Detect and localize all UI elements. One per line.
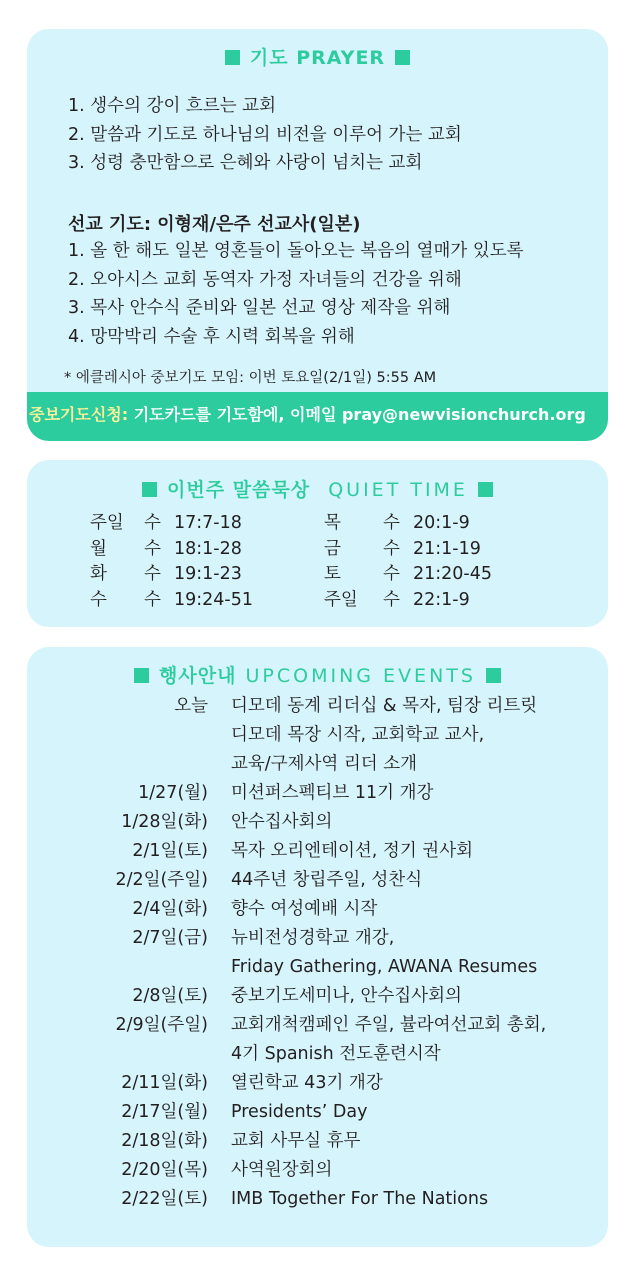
qt-book: 수 bbox=[144, 538, 161, 559]
prayer-list bbox=[68, 92, 462, 178]
event-date: 2/22일(토) bbox=[121, 1189, 208, 1209]
qt-ref: 17:7-18 bbox=[174, 513, 242, 533]
event-description bbox=[231, 895, 608, 924]
event-row bbox=[27, 808, 608, 837]
event-line: 목자 오리엔테이션, 정기 권사회 bbox=[231, 841, 474, 861]
quiet-time-right-column bbox=[324, 511, 524, 613]
event-date: 2/18일(화) bbox=[121, 1131, 208, 1151]
event-date: 2/20일(목) bbox=[121, 1160, 208, 1180]
square-bullet-icon bbox=[486, 668, 501, 683]
prayer-heading-text: 기도 PRAYER bbox=[249, 47, 386, 69]
quiet-time-row bbox=[324, 537, 524, 563]
mission-prayer-item: 4. 망막박리 수술 후 시력 회복을 위해 bbox=[68, 326, 355, 347]
event-description bbox=[231, 1011, 608, 1069]
event-date: 오늘 bbox=[174, 696, 208, 716]
square-bullet-icon bbox=[134, 668, 149, 683]
quiet-time-card bbox=[27, 460, 608, 627]
qt-day: 목 bbox=[324, 513, 341, 533]
event-line: 교육/구제사역 리더 소개 bbox=[231, 754, 418, 774]
event-date: 2/17일(월) bbox=[121, 1102, 208, 1122]
qt-day: 금 bbox=[324, 538, 341, 559]
event-description bbox=[231, 866, 608, 895]
event-line: 4기 Spanish 전도훈련시작 bbox=[231, 1044, 441, 1064]
event-description bbox=[231, 1069, 608, 1098]
prayer-item: 1. 생수의 강이 흐르는 교회 bbox=[68, 96, 276, 116]
qt-book: 수 bbox=[383, 538, 400, 559]
event-description bbox=[231, 1098, 608, 1127]
event-row bbox=[27, 1127, 608, 1156]
qt-book: 수 bbox=[383, 513, 400, 533]
qt-ref: 20:1-9 bbox=[413, 513, 470, 533]
prayer-heading bbox=[27, 43, 608, 70]
qt-book: 수 bbox=[144, 589, 161, 610]
event-line: 교회 사무실 휴무 bbox=[231, 1131, 361, 1151]
event-description bbox=[231, 779, 608, 808]
event-line: 사역원장회의 bbox=[231, 1160, 333, 1180]
prayer-request-band bbox=[27, 392, 608, 441]
qt-ref: 21:20-45 bbox=[413, 564, 493, 584]
event-description bbox=[231, 1127, 608, 1156]
square-bullet-icon bbox=[395, 50, 410, 65]
prayer-meeting-note: * 에클레시아 중보기도 모임: 이번 토요일(2/1일) 5:55 AM bbox=[64, 370, 437, 386]
event-description bbox=[231, 1156, 608, 1185]
quiet-time-row bbox=[90, 511, 270, 537]
event-line: 안수집사회의 bbox=[231, 812, 333, 832]
event-date: 1/27(월) bbox=[138, 783, 208, 803]
event-date: 2/4일(화) bbox=[132, 899, 208, 919]
event-date: 2/11일(화) bbox=[121, 1073, 208, 1093]
quiet-time-row bbox=[324, 562, 524, 588]
event-line: Friday Gathering, AWANA Resumes bbox=[231, 957, 538, 977]
event-row bbox=[27, 837, 608, 866]
event-line: 디모데 목장 시작, 교회학교 교사, bbox=[231, 725, 485, 745]
event-row bbox=[27, 982, 608, 1011]
prayer-request-text: 기도카드를 기도함에, 이메일 pray@newvisionchurch.org bbox=[133, 405, 586, 424]
prayer-request-label: 중보기도신청: bbox=[29, 405, 129, 424]
mission-prayer-item: 3. 목사 안수식 준비와 일본 선교 영상 제작을 위해 bbox=[68, 298, 451, 318]
square-bullet-icon bbox=[142, 482, 157, 497]
event-description bbox=[231, 1185, 608, 1214]
event-description bbox=[231, 808, 608, 837]
event-date: 2/2일(주일) bbox=[115, 870, 208, 890]
event-row bbox=[27, 1011, 608, 1069]
qt-day: 화 bbox=[90, 564, 107, 584]
quiet-time-heading bbox=[27, 475, 608, 502]
event-line: 미션퍼스펙티브 11기 개강 bbox=[231, 783, 434, 803]
event-description bbox=[231, 982, 608, 1011]
qt-day: 토 bbox=[324, 564, 341, 584]
event-date: 2/1일(토) bbox=[132, 841, 208, 861]
qt-day: 수 bbox=[90, 589, 107, 610]
qt-ref: 21:1-19 bbox=[413, 538, 481, 559]
prayer-card bbox=[27, 29, 608, 441]
quiet-time-row bbox=[324, 588, 524, 614]
event-line: IMB Together For The Nations bbox=[231, 1189, 489, 1209]
event-line: 열린학교 43기 개강 bbox=[231, 1073, 383, 1093]
event-row bbox=[27, 895, 608, 924]
quiet-time-row bbox=[324, 511, 524, 537]
events-heading-en: UPCOMING EVENTS bbox=[245, 665, 476, 687]
quiet-time-row bbox=[90, 537, 270, 563]
events-heading-ko: 행사안내 bbox=[159, 665, 237, 687]
quiet-time-row bbox=[90, 588, 270, 614]
event-date: 2/7일(금) bbox=[132, 928, 208, 948]
quiet-time-heading-en: QUIET TIME bbox=[328, 479, 468, 501]
qt-ref: 22:1-9 bbox=[413, 589, 470, 610]
qt-book: 수 bbox=[383, 589, 400, 610]
events-heading bbox=[27, 661, 608, 688]
events-card bbox=[27, 647, 608, 1247]
event-line: 디모데 동계 리더십 & 목자, 팀장 리트릿 bbox=[231, 696, 538, 716]
event-row bbox=[27, 779, 608, 808]
prayer-item: 2. 말씀과 기도로 하나님의 비전을 이루어 가는 교회 bbox=[68, 124, 462, 145]
qt-day: 주일 bbox=[90, 513, 124, 533]
event-line: 뉴비전성경학교 개강, bbox=[231, 928, 395, 948]
event-date: 1/28일(화) bbox=[121, 812, 208, 832]
square-bullet-icon bbox=[225, 50, 240, 65]
prayer-item: 3. 성령 충만함으로 은혜와 사랑이 넘치는 교회 bbox=[68, 153, 423, 173]
square-bullet-icon bbox=[478, 482, 493, 497]
event-description bbox=[231, 924, 608, 982]
event-line: 향수 여성예배 시작 bbox=[231, 899, 378, 919]
event-line: 44주년 창립주일, 성찬식 bbox=[231, 870, 423, 890]
quiet-time-row bbox=[90, 562, 270, 588]
event-date: 2/9일(주일) bbox=[115, 1015, 208, 1035]
event-line: 중보기도세미나, 안수집사회의 bbox=[231, 986, 462, 1006]
qt-book: 수 bbox=[144, 564, 161, 584]
quiet-time-heading-ko: 이번주 말씀묵상 bbox=[167, 479, 311, 501]
mission-prayer-item: 2. 오아시스 교회 동역자 가정 자녀들의 건강을 위해 bbox=[68, 269, 462, 290]
event-row bbox=[27, 1156, 608, 1185]
qt-ref: 18:1-28 bbox=[174, 538, 242, 559]
event-line: Presidents’ Day bbox=[231, 1102, 368, 1122]
event-date: 2/8일(토) bbox=[132, 986, 208, 1006]
quiet-time-left-column bbox=[90, 511, 270, 613]
event-line: 교회개척캠페인 주일, 뷸라여선교회 총회, bbox=[231, 1015, 547, 1035]
event-row bbox=[27, 1069, 608, 1098]
mission-prayer-list bbox=[68, 237, 524, 351]
qt-book: 수 bbox=[144, 513, 161, 533]
event-description bbox=[231, 692, 608, 779]
event-row bbox=[27, 1098, 608, 1127]
event-row bbox=[27, 692, 608, 779]
qt-book: 수 bbox=[383, 564, 400, 584]
events-list bbox=[27, 692, 608, 1214]
event-row bbox=[27, 866, 608, 895]
mission-prayer-item: 1. 올 한 해도 일본 영혼들이 돌아오는 복음의 열매가 있도록 bbox=[68, 241, 524, 261]
qt-ref: 19:1-23 bbox=[174, 564, 242, 584]
mission-prayer-title: 선교 기도: 이형재/은주 선교사(일본) bbox=[68, 214, 361, 235]
event-row bbox=[27, 924, 608, 982]
event-row bbox=[27, 1185, 608, 1214]
qt-ref: 19:24-51 bbox=[174, 589, 254, 610]
qt-day: 주일 bbox=[324, 589, 358, 610]
event-description bbox=[231, 837, 608, 866]
qt-day: 월 bbox=[90, 538, 107, 559]
